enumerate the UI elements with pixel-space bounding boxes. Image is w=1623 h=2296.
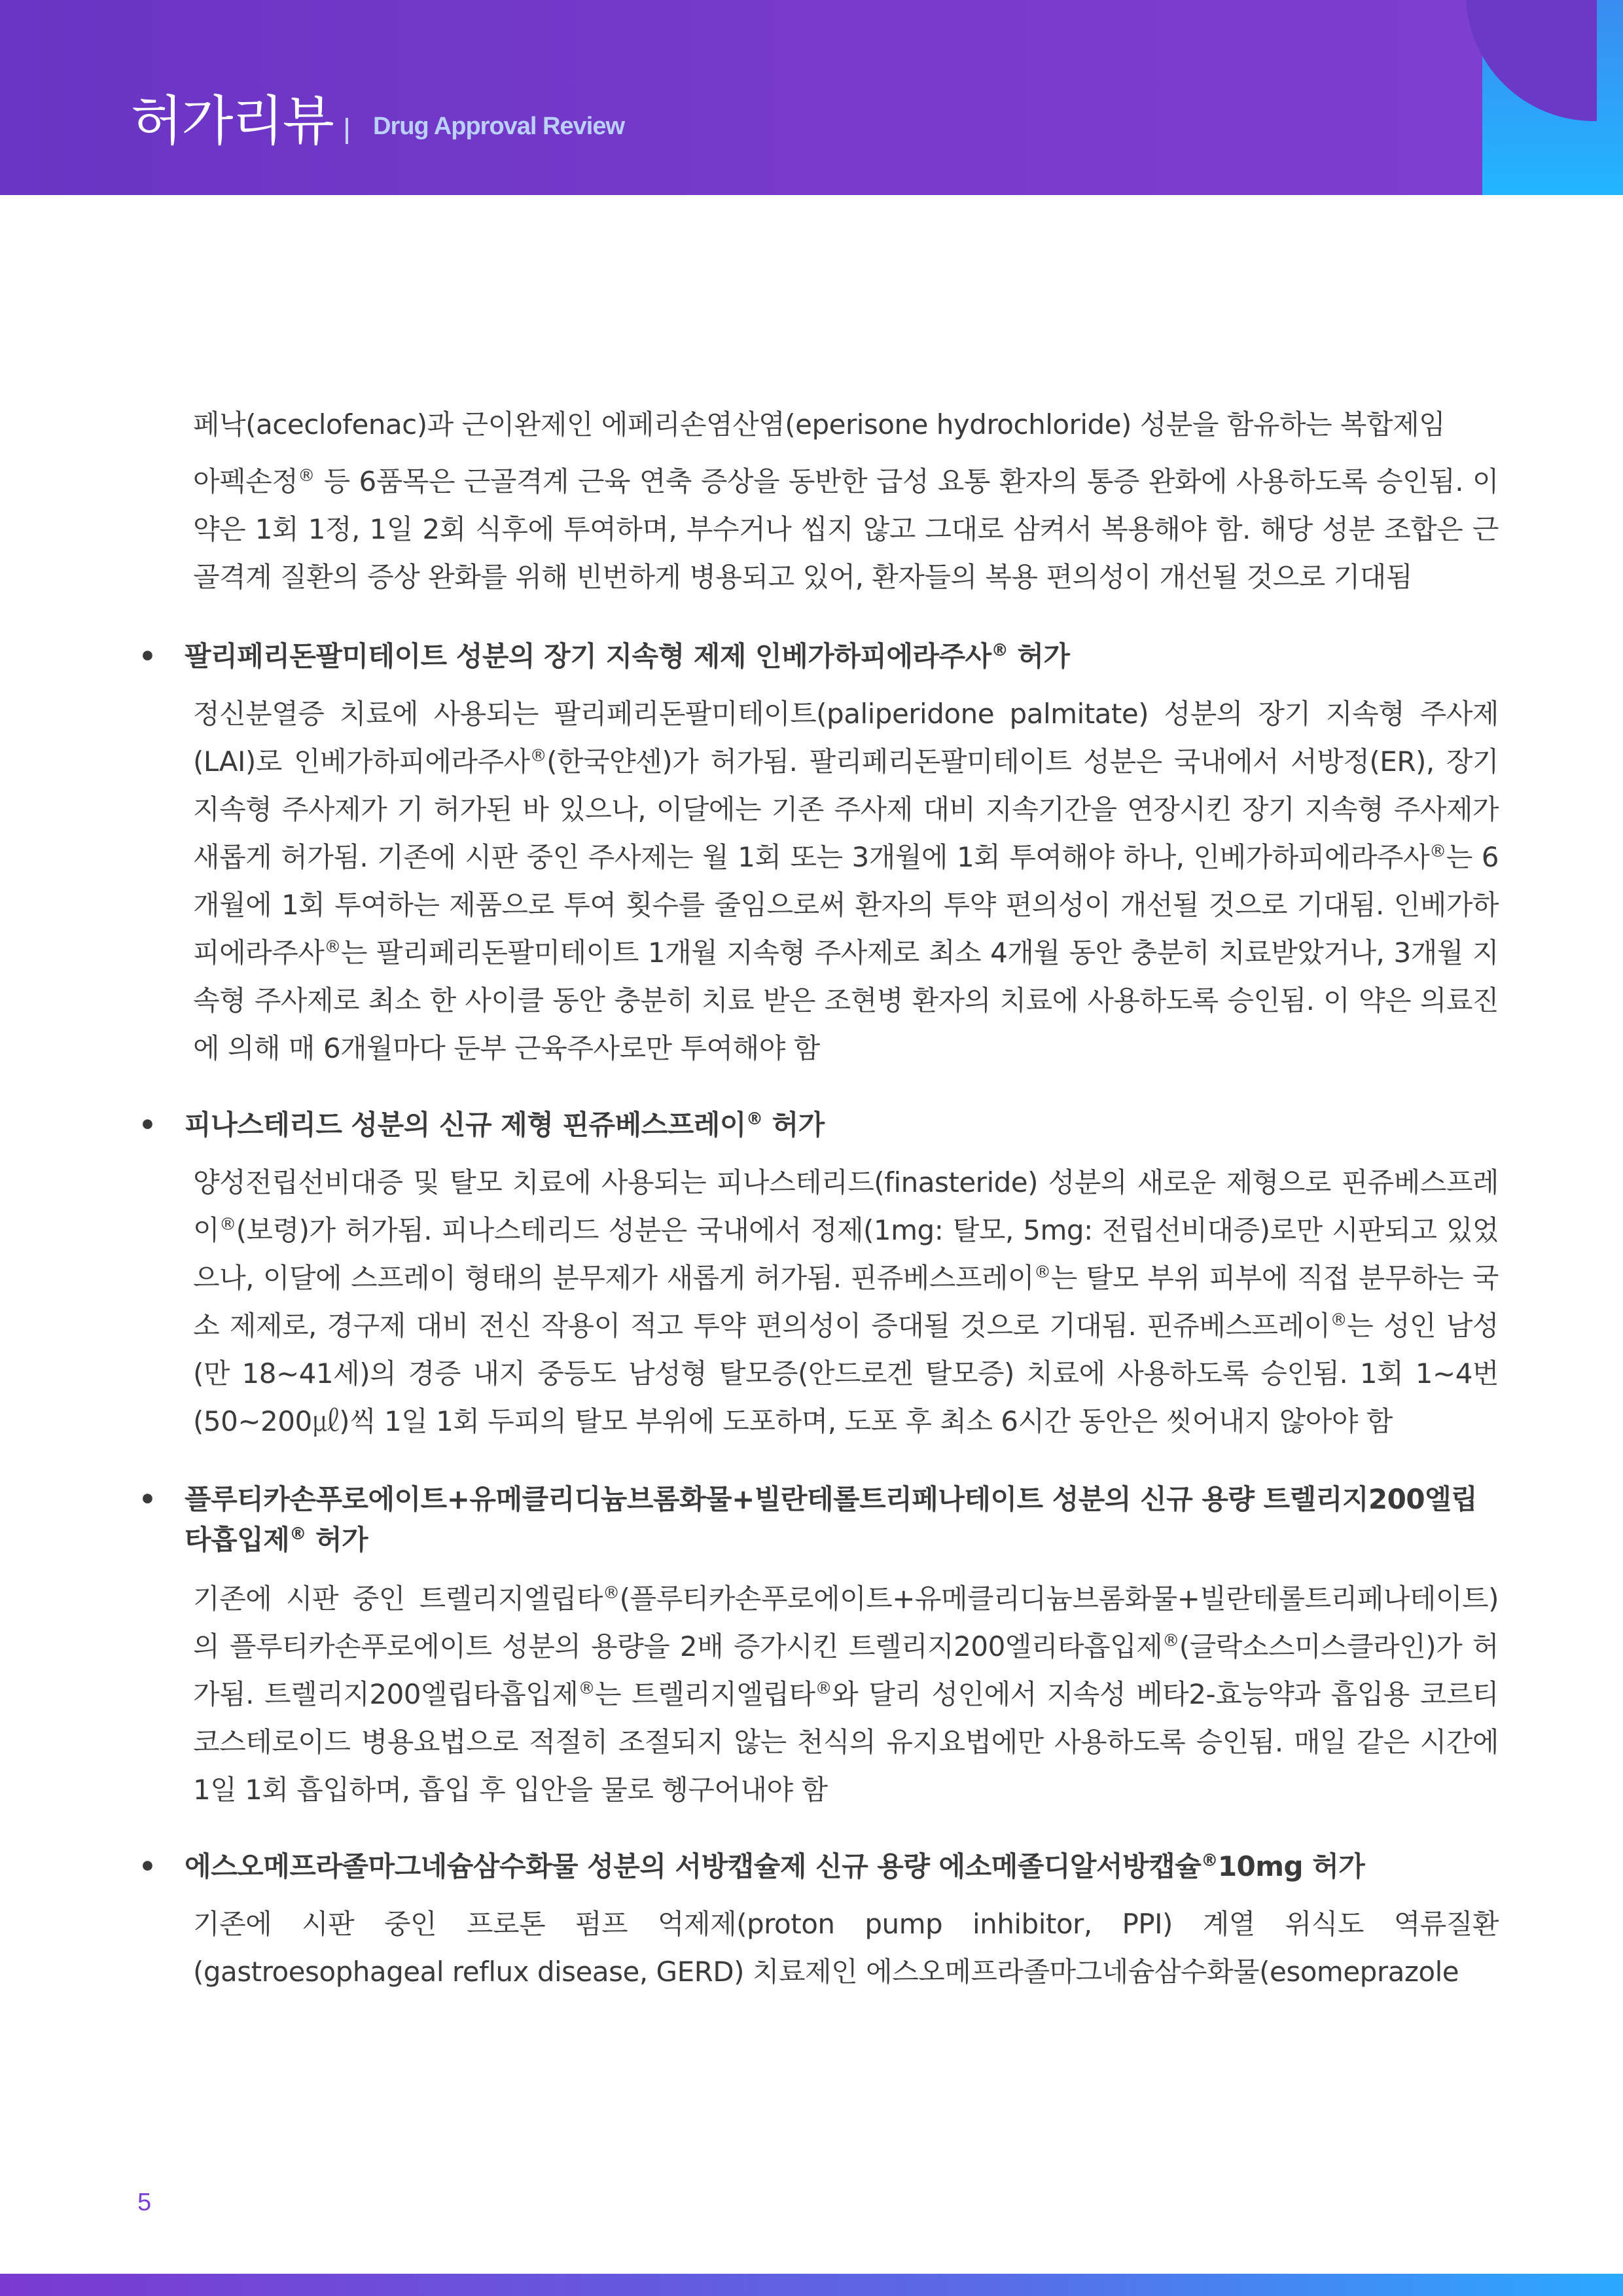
header-corner-decoration	[1482, 0, 1623, 195]
registered-mark: ®	[298, 466, 315, 486]
title-text: 에스오메프라졸마그네슘삼수화물 성분의 서방캡슐제 신규 용량 에소메졸디알서방캡슐	[185, 1850, 1202, 1882]
body-text: 기존에 시판 중인 프로톤 펌프 억제제(proton pump inhibitor, PPI) 계열 위식도 역류질환(gastroesophageal reflux disease, GERD) 치료제인 에스오메프라졸마그네슘삼수화물(esomeprazole	[193, 1908, 1499, 1988]
registered-mark: ®	[529, 746, 547, 766]
title-text: 허가	[1008, 640, 1070, 672]
registered-mark: ®	[289, 1524, 306, 1544]
body-text: 정신분열증 치료에 사용되는 팔리페리돈팔미테이트(paliperidone palmitate) 성분의 장기 지속형 주사제(LAI)로 인베가하피에라주사	[193, 698, 1499, 778]
registered-mark: ®	[1162, 1631, 1179, 1651]
body-text: (플루티카손푸로에이트+유메클리디늄브롬화물+빌란테롤트리페나테이트)의 플루티카손푸로에이트 성분의 용량을 2배 증가시킨 트렐리지200엘리타흡입제	[193, 1583, 1499, 1662]
header-corner-shape	[1466, 0, 1597, 121]
approval-item-title	[137, 1106, 1499, 1144]
registered-mark: ®	[815, 1679, 832, 1698]
approval-item	[137, 637, 1499, 1072]
body-text: (보령)가 허가됨. 피나스테리드 성분은 국내에서 정제(1mg: 탈모, 5mg: 전립선비대증)로만 시판되고 있었으나, 이달에 스프레이 형태의 분무제가 새롭게 허가됨. 핀쥬베스프레이	[193, 1214, 1499, 1294]
approval-item-title	[137, 1479, 1499, 1560]
body-text: 와 달리 성인에서 지속성 베타2-효능약과 흡입용 코르티코스테로이드 병용요법으로 적절히 조절되지 않는 천식의 유지요법에만 사용하도록 승인됨. 매일 같은 시간에 1일 1회 흡입하며, 흡입 후 입안을 물로 헹구어내야 함	[193, 1678, 1499, 1806]
title-text: 팔리페리돈팔미테이트 성분의 장기 지속형 제제 인베가하피에라주사	[185, 640, 991, 672]
section-title: 허가리뷰	[131, 90, 333, 152]
registered-mark: ®	[745, 1109, 763, 1129]
title-text: 피나스테리드 성분의 신규 제형 핀쥬베스프레이	[185, 1109, 746, 1141]
body-text: 는 트렐리지엘립타	[594, 1678, 815, 1710]
registered-mark: ®	[219, 1215, 236, 1234]
intro-paragraph	[193, 401, 1499, 448]
section-divider	[346, 118, 348, 144]
intro-line-1: 페낙(aceclofenac)과 근이완제인 에페리손염산염(eperisone hydrochloride) 성분을 함유하는 복합제임	[193, 408, 1446, 440]
body-text: 는 6개월에 1회 투여하는 제품으로 투여 횟수를 줄임으로써 환자의 투약 편의성이 개선될 것으로 기대됨. 인베가하피에라주사	[193, 841, 1499, 969]
registered-mark: ®	[1330, 1310, 1347, 1330]
title-text: 10mg 허가	[1217, 1850, 1365, 1882]
body-text: 는 성인 남성(만 18~41세)의 경증 내지 중등도 남성형 탈모증(안드로겐 탈모증) 치료에 사용하도록 승인됨. 1회 1~4번(50~200㎕)씩 1일 1회 두피의 탈모 부위에 도포하며, 도포 후 최소 6시간 동안은 씻어내지 않아야 함	[193, 1310, 1499, 1437]
approval-item	[137, 1848, 1499, 1996]
registered-mark: ®	[991, 641, 1008, 660]
approval-item	[137, 1479, 1499, 1814]
approval-item-body	[193, 1158, 1499, 1445]
body-text: (글락소스미스클라인)가 허가됨. 트렐리지200엘립타흡입제	[193, 1630, 1499, 1710]
bullet-icon: •	[139, 1850, 156, 1882]
bullet-icon: •	[139, 1109, 156, 1141]
registered-mark: ®	[578, 1679, 595, 1698]
body-text: 기존에 시판 중인 트렐리지엘립타	[193, 1583, 603, 1615]
footer-bar	[0, 2274, 1623, 2296]
intro-paragraph-2	[193, 457, 1499, 601]
approval-item-title	[137, 637, 1499, 675]
approval-item-body	[193, 690, 1499, 1072]
bullet-icon: •	[139, 640, 156, 672]
section-subtitle: Drug Approval Review	[373, 113, 625, 140]
approval-item-body	[193, 1900, 1499, 1996]
intro-text: 등 6품목은 근골격계 근육 연축 증상을 동반한 급성 요통 환자의 통증 완화에 사용하도록 승인됨. 이 약은 1회 1정, 1일 2회 식후에 투여하며, 부수거나 씹지 않고 그대로 삼켜서 복용해야 함. 해당 성분 조합은 근골격계 질환의 증상 완화를 위해 빈번하게 병용되고 있어, 환자들의 복용 편의성이 개선될 것으로 기대됨	[193, 465, 1499, 593]
intro-text: 아펙손정	[193, 465, 298, 497]
approval-item	[137, 1106, 1499, 1445]
registered-mark: ®	[603, 1583, 620, 1603]
body-text: 는 팔리페리돈팔미테이트 1개월 지속형 주사제로 최소 4개월 동안 충분히 치료받았거나, 3개월 지속형 주사제로 최소 한 사이클 동안 충분히 치료 받은 조현병 환자의 치료에 사용하도록 승인됨. 이 약은 의료진에 의해 매 6개월마다 둔부 근육주사로만 투여해야 함	[193, 937, 1499, 1064]
approval-item-title	[137, 1848, 1499, 1886]
title-text: 허가	[306, 1524, 368, 1556]
title-text: 플루티카손푸로에이트+유메클리디늄브롬화물+빌란테롤트리페나테이트 성분의 신규 용량 트렐리지200엘립타흡입제	[185, 1483, 1478, 1556]
bullet-icon: •	[139, 1483, 156, 1515]
body-text: 는 탈모 부위 피부에 직접 분무하는 국소 제제로, 경구제 대비 전신 작용이 적고 투약 편의성이 증대될 것으로 기대됨. 핀쥬베스프레이	[193, 1262, 1499, 1342]
article-body	[137, 401, 1499, 1996]
registered-mark: ®	[1201, 1851, 1218, 1871]
body-text: 양성전립선비대증 및 탈모 치료에 사용되는 피나스테리드(finasteride) 성분의 새로운 제형으로 핀쥬베스프레이	[193, 1166, 1499, 1246]
title-text: 허가	[762, 1109, 825, 1141]
approval-item-body	[193, 1575, 1499, 1814]
registered-mark: ®	[1034, 1263, 1051, 1282]
page-number: 5	[137, 2189, 152, 2216]
body-text: (한국얀센)가 허가됨. 팔리페리돈팔미테이트 성분은 국내에서 서방정(ER), 장기 지속형 주사제가 기 허가된 바 있으나, 이달에는 기존 주사제 대비 지속기간을 연장시킨 장기 지속형 주사제가 새롭게 허가됨. 기존에 시판 중인 주사제는 월 1회 또는 3개월에 1회 투여해야 하나, 인베가하피에라주사	[193, 745, 1499, 873]
registered-mark: ®	[324, 937, 341, 957]
registered-mark: ®	[1429, 842, 1446, 861]
